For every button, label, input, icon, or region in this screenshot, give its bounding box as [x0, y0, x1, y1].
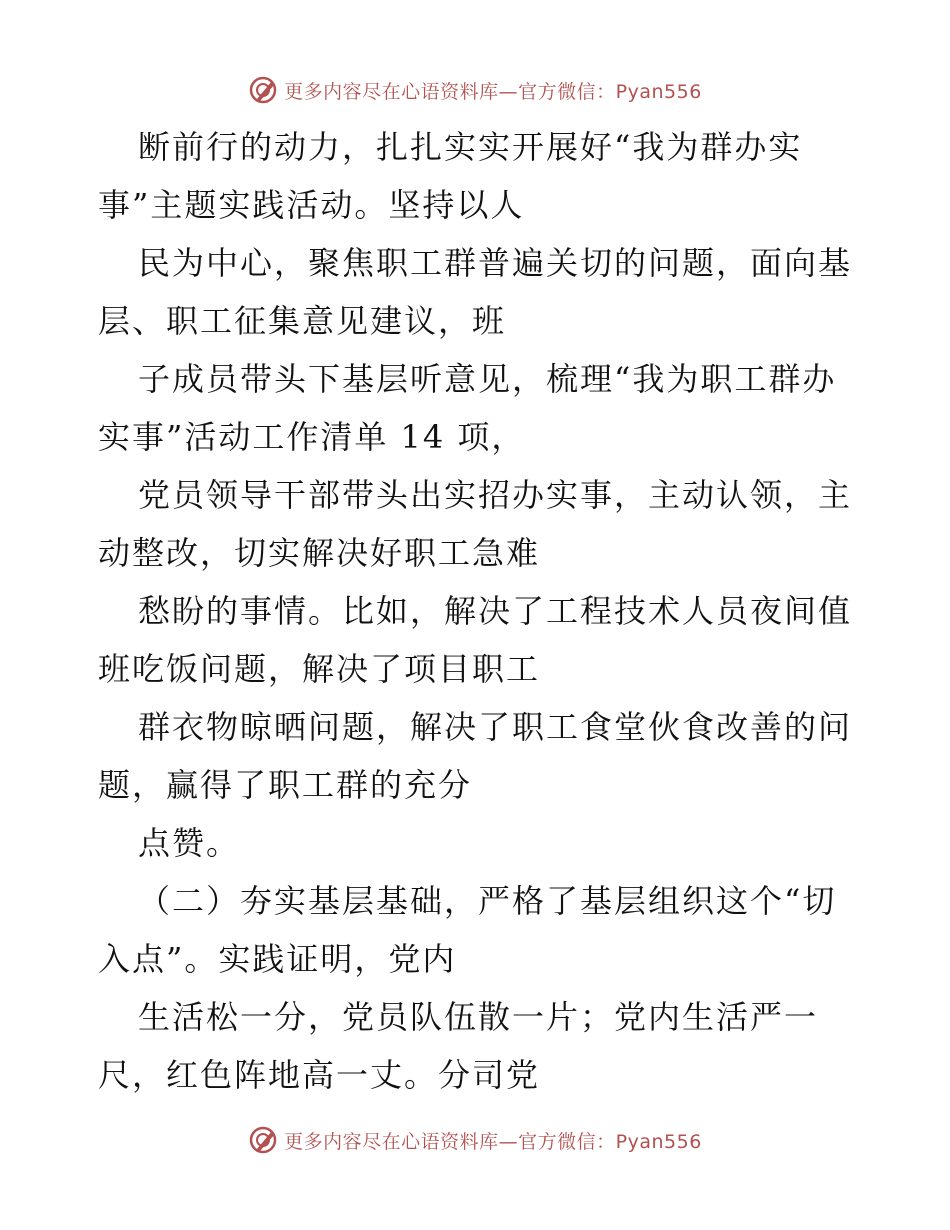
text-line: 动整改，切实解决好职工急难	[98, 534, 541, 572]
pen-seal-icon	[248, 1125, 278, 1155]
text-line: 群衣物晾晒问题，解决了职工食堂伙食改善的问	[138, 708, 853, 746]
text-line: 班吃饭问题，解决了项目职工	[98, 650, 541, 688]
header-watermark	[0, 70, 950, 110]
text-line: 愁盼的事情。比如，解决了工程技术人员夜间值	[138, 592, 853, 630]
watermark-text: 更多内容尽在心语资料库—官方微信：Pyan556	[284, 80, 702, 103]
text-line: 题，赢得了职工群的充分	[98, 766, 473, 804]
text-line: 生活松一分，党员队伍散一片；党内生活严一	[138, 998, 819, 1036]
text-line: 民为中心，聚焦职工群普遍关切的问题，面向基	[138, 244, 853, 282]
text-line: 点赞。	[138, 824, 241, 862]
text-line: 实事”活动工作清单 14 项，	[98, 418, 526, 456]
text-line: 层、职工征集意见建议，班	[98, 302, 507, 340]
text-line: 事”主题实践活动。坚持以人	[98, 186, 525, 224]
text-line: 断前行的动力，扎扎实实开展好“我为群办实	[138, 128, 803, 166]
text-line: 尺，红色阵地高一丈。分司党	[98, 1056, 541, 1094]
text-line: 入点”。实践证明，党内	[98, 940, 457, 978]
watermark-text: 更多内容尽在心语资料库—官方微信：Pyan556	[284, 1130, 702, 1153]
document-body	[98, 118, 858, 1104]
footer-watermark	[0, 1120, 950, 1160]
text-line: 党员领导干部带头出实招办实事，主动认领，主	[138, 476, 853, 514]
pen-seal-icon	[248, 75, 278, 105]
text-line: 子成员带头下基层听意见，梳理“我为职工群办	[138, 360, 837, 398]
text-line: （二）夯实基层基础，严格了基层组织这个“切	[138, 882, 837, 920]
